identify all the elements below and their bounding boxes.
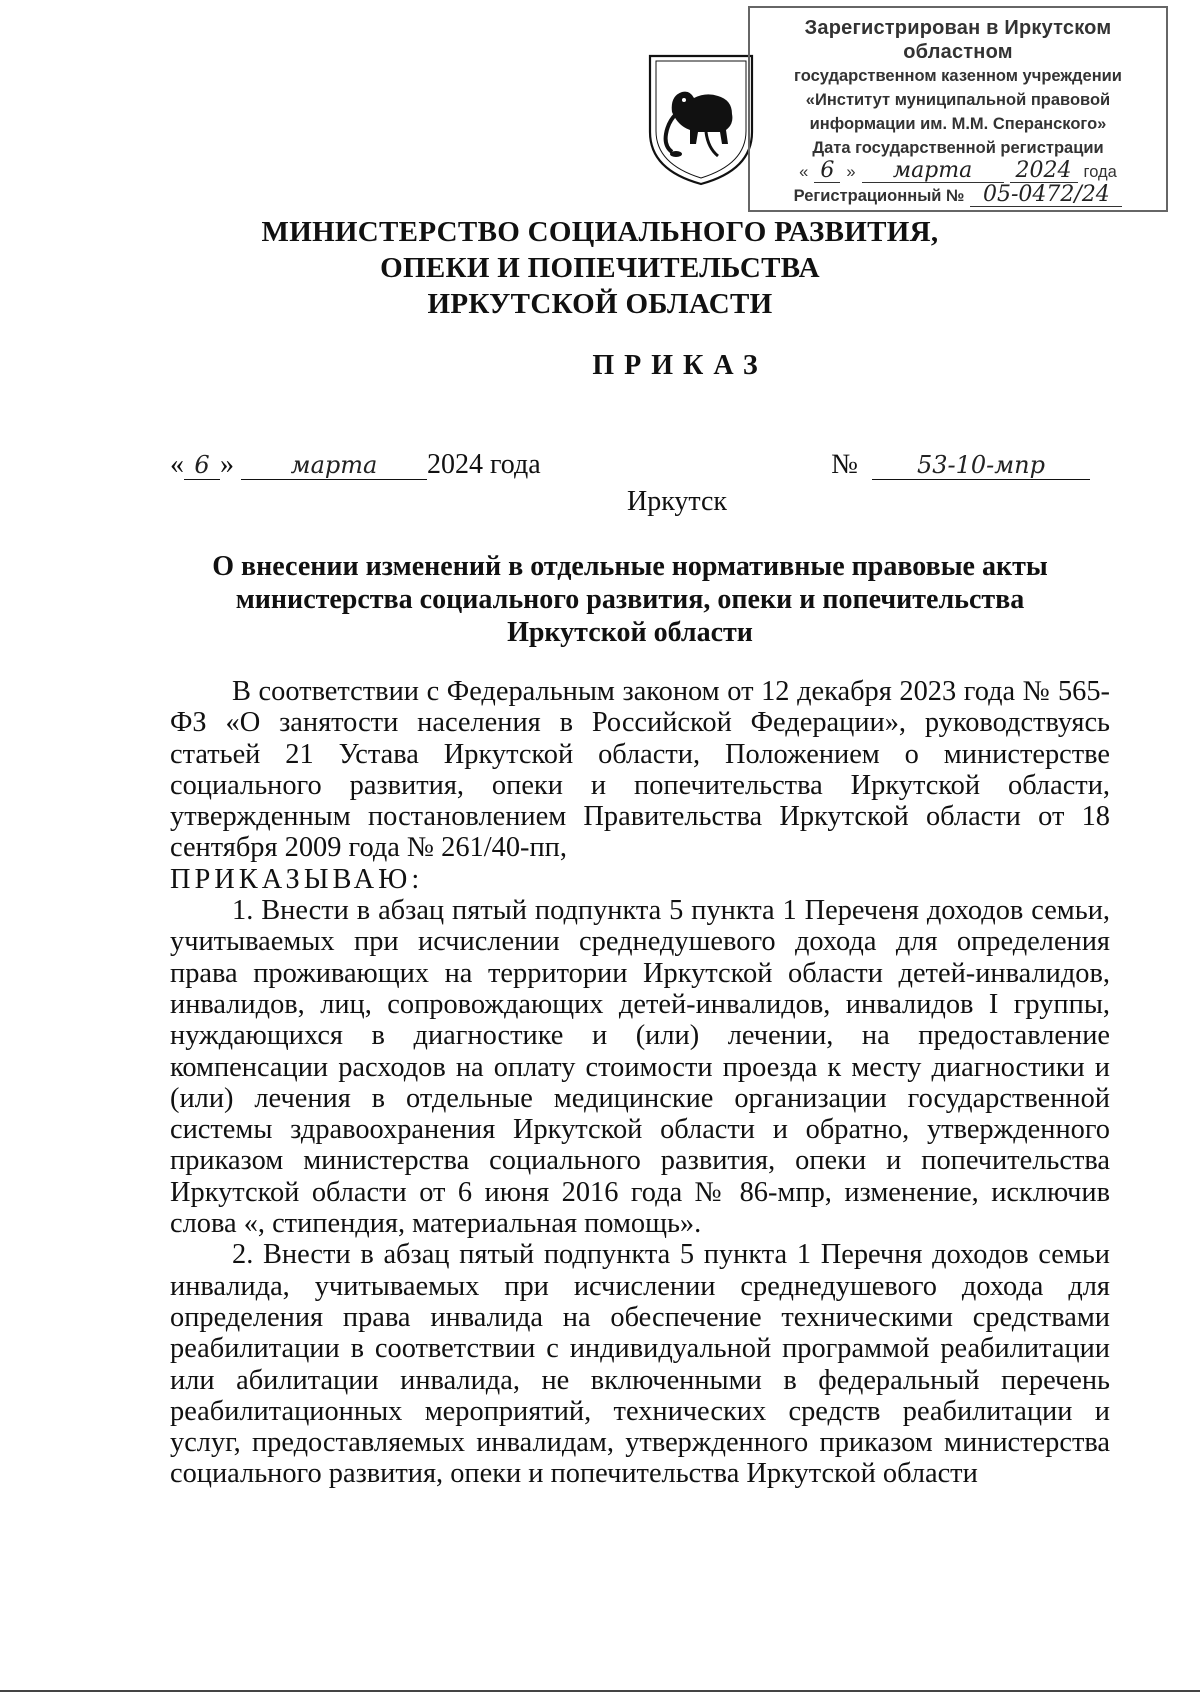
subject-line-3: Иркутской области — [507, 617, 753, 648]
order-month: марта — [241, 451, 427, 480]
organization-name — [0, 214, 1200, 322]
stamp-reg-number: 05-0472/24 — [970, 184, 1122, 207]
stamp-date-suffix: года — [1083, 163, 1117, 181]
body-item-1: 1. Внести в абзац пятый подпункта 5 пункта 1 Переченя доходов семьи, учитываемых при исчислении среднедушевого дохода для определения права проживающих на территории Иркутской области детей-инвалидов, инвалидов, лиц, сопровождающих детей-инвалидов, инвалидов I группы, нуждающихся в диагностике и (или) лечении, на предоставление компенсации расходов на оплату стоимости проезда к месту диагностики и (или) лечения в отдельные медицинские организации государственной системы здравоохранения Иркутской области и обратно, утвержденного приказом министерства социального развития, опеки и попечительства Иркутской области от 6 июня 2016 года № 86-мпр, изменение, исключив слова «, стипендия, материальная помощь». — [170, 895, 1110, 1240]
order-number: 53-10-мпр — [872, 451, 1090, 480]
document-body — [170, 676, 1110, 1490]
page-bottom-divider — [0, 1690, 1200, 1692]
stamp-reg-label: Регистрационный № — [793, 187, 965, 205]
stamp-reg-row — [758, 184, 1158, 208]
order-city: Иркутск — [627, 486, 728, 517]
order-number-label: № — [831, 449, 858, 480]
subject-line-2: министерства социального развития, опеки и попечительства — [235, 584, 1025, 615]
body-preamble: В соответствии с Федеральным законом от 12 декабря 2023 года № 565-ФЗ «О занятости населения в Российской Федерации», руководствуясь статьей 21 Устава Иркутской области, Положением о министерстве социального развития, опеки и попечительства Иркутской области, утвержденным постановлением Правительства Иркутской области от 18 сентября 2009 года № 261/40-пп, — [170, 676, 1110, 864]
registration-stamp — [748, 6, 1168, 212]
body-order-word: ПРИКАЗЫВАЮ: — [170, 863, 424, 895]
stamp-line-4: информации им. М.М. Сперанского» — [809, 115, 1107, 133]
order-date: « 6 » марта 2024 года — [170, 449, 541, 480]
organization-line-2: ОПЕКИ И ПОПЕЧИТЕЛЬСТВА — [380, 252, 820, 284]
order-year: 2024 года — [427, 449, 541, 480]
subject-line-1: О внесении изменений в отдельные нормативные правовые акты — [212, 551, 1048, 582]
stamp-date-month: марта — [862, 160, 1004, 183]
stamp-date-row: « 6 » марта 2024 года — [799, 158, 1117, 183]
stamp-date-year: 2024 — [1010, 160, 1078, 183]
stamp-line-5: Дата государственной регистрации — [812, 139, 1104, 157]
stamp-line-1: Зарегистрирован в Иркутском областном — [804, 17, 1112, 63]
organization-line-3: ИРКУТСКОЙ ОБЛАСТИ — [427, 288, 773, 320]
order-day: 6 — [184, 451, 220, 480]
coat-of-arms-emblem — [646, 52, 756, 188]
stamp-line-3: «Институт муниципальной правовой — [805, 91, 1111, 109]
document-type: ПРИКАЗ — [592, 350, 768, 381]
order-number-block — [831, 448, 1090, 482]
stamp-line-2: государственном казенном учреждении — [794, 67, 1122, 85]
stamp-date-day: 6 — [814, 160, 840, 183]
organization-line-1: МИНИСТЕРСТВО СОЦИАЛЬНОГО РАЗВИТИЯ, — [261, 216, 939, 248]
document-subject — [170, 550, 1090, 649]
body-item-2: 2. Внести в абзац пятый подпункта 5 пункта 1 Перечня доходов семьи инвалида, учитываемых при исчислении среднедушевого дохода для определения права инвалида на обеспечение техническими средствами реабилитации в соответствии с индивидуальной программой реабилитации или абилитации инвалида, не включенными в федеральный перечень реабилитационных мероприятий, технических средств реабилитации и услуг, предоставляемых инвалидам, утвержденного приказом министерства социального развития, опеки и попечительства Иркутской области — [170, 1239, 1110, 1490]
